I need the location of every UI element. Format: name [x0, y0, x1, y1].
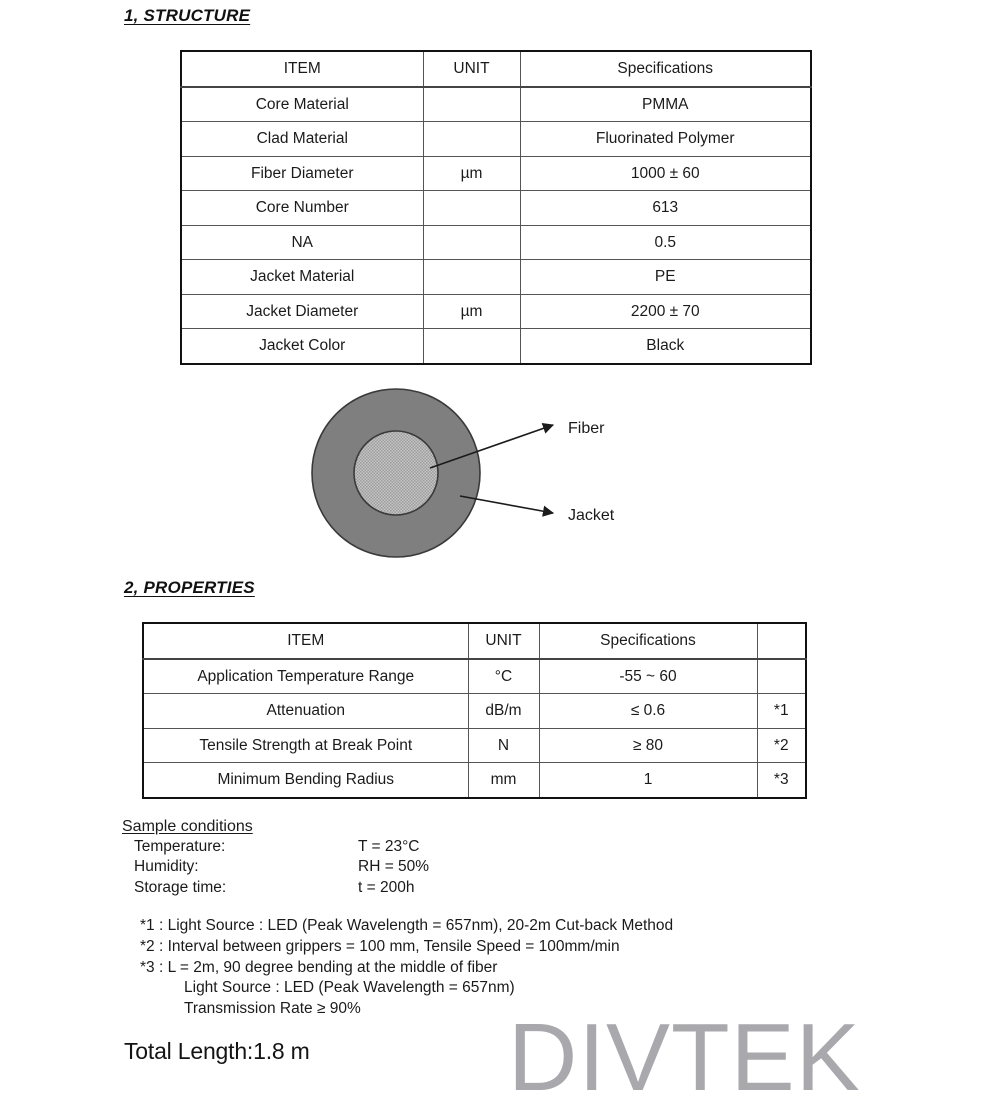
cell-unit	[423, 87, 520, 122]
condition-label: Storage time:	[134, 878, 227, 896]
fiber-core-circle	[354, 431, 438, 515]
fiber-cross-section-diagram	[300, 378, 700, 568]
cell-spec: PE	[520, 260, 811, 295]
cell-unit: µm	[423, 156, 520, 191]
column-header-item: ITEM	[181, 51, 423, 87]
sample-condition-row	[122, 857, 429, 877]
table-row	[143, 659, 806, 694]
cell-unit: dB/m	[468, 694, 539, 729]
cell-item: Core Material	[181, 87, 423, 122]
divtek-watermark: DIVTEK	[508, 1004, 861, 1111]
cell-unit	[423, 225, 520, 260]
column-header-note	[757, 623, 806, 659]
cell-spec: Fluorinated Polymer	[520, 122, 811, 157]
cell-unit	[423, 122, 520, 157]
cell-unit	[423, 329, 520, 364]
cell-item: Application Temperature Range	[143, 659, 468, 694]
section-heading-properties: 2, PROPERTIES	[124, 578, 255, 597]
cell-note: *1	[757, 694, 806, 729]
cell-item: Minimum Bending Radius	[143, 763, 468, 798]
table-header-row	[181, 51, 811, 87]
table-row	[181, 329, 811, 364]
cell-spec: ≥ 80	[539, 728, 757, 763]
footnote-line: *3 : L = 2m, 90 degree bending at the middle of fiber	[140, 958, 498, 976]
cell-unit	[423, 260, 520, 295]
cell-unit: N	[468, 728, 539, 763]
cell-item: Jacket Material	[181, 260, 423, 295]
table-row	[181, 225, 811, 260]
table-row	[181, 87, 811, 122]
column-header-specifications: Specifications	[520, 51, 811, 87]
column-header-unit: UNIT	[423, 51, 520, 87]
condition-label: Humidity:	[134, 858, 199, 876]
properties-specification-table	[142, 622, 807, 799]
total-length-text: Total Length:1.8 m	[124, 1038, 310, 1064]
cell-spec: -55 ~ 60	[539, 659, 757, 694]
footnote-line: *2 : Interval between grippers = 100 mm, Tensile Speed = 100mm/min	[140, 937, 620, 955]
sample-conditions-title: Sample conditions	[122, 818, 253, 835]
cell-item: Attenuation	[143, 694, 468, 729]
table-row	[143, 763, 806, 798]
condition-value: T = 23°C	[358, 838, 420, 855]
cell-item: Jacket Color	[181, 329, 423, 364]
cell-item: Fiber Diameter	[181, 156, 423, 191]
condition-label: Temperature:	[134, 838, 226, 855]
cell-note: *3	[757, 763, 806, 798]
cell-spec: 0.5	[520, 225, 811, 260]
table-row	[143, 728, 806, 763]
cell-spec: 1	[539, 763, 757, 798]
section-heading-structure: 1, STRUCTURE	[124, 6, 251, 25]
cell-unit	[423, 191, 520, 226]
footnote-continuation-line: Transmission Rate ≥ 90%	[184, 1000, 361, 1018]
cell-item: NA	[181, 225, 423, 260]
footnote-continuation-line: Light Source : LED (Peak Wavelength = 657nm)	[184, 979, 515, 997]
cell-item: Jacket Diameter	[181, 294, 423, 329]
column-header-unit: UNIT	[468, 623, 539, 659]
diagram-label-fiber: Fiber	[568, 420, 605, 437]
cell-spec: PMMA	[520, 87, 811, 122]
table-row	[181, 260, 811, 295]
table-row	[181, 294, 811, 329]
table-row	[181, 191, 811, 226]
cell-spec: 613	[520, 191, 811, 226]
cell-unit: °C	[468, 659, 539, 694]
sample-condition-row	[122, 878, 429, 898]
structure-specification-table	[180, 50, 812, 365]
condition-value: t = 200h	[358, 878, 415, 896]
table-row	[181, 156, 811, 191]
column-header-specifications: Specifications	[539, 623, 757, 659]
cell-spec: ≤ 0.6	[539, 694, 757, 729]
cell-spec: 2200 ± 70	[520, 294, 811, 329]
cell-note: *2	[757, 728, 806, 763]
table-header-row	[143, 623, 806, 659]
table-row	[143, 694, 806, 729]
diagram-label-jacket: Jacket	[568, 507, 615, 524]
column-header-item: ITEM	[143, 623, 468, 659]
cell-note	[757, 659, 806, 694]
cell-item: Tensile Strength at Break Point	[143, 728, 468, 763]
sample-conditions-block	[122, 818, 429, 898]
table-row	[181, 122, 811, 157]
footnote-line: *1 : Light Source : LED (Peak Wavelength = 657nm), 20-2m Cut-back Method	[140, 917, 674, 934]
sample-condition-row	[122, 837, 429, 857]
cell-item: Core Number	[181, 191, 423, 226]
cell-spec: 1000 ± 60	[520, 156, 811, 191]
cell-item: Clad Material	[181, 122, 423, 157]
cell-unit: µm	[423, 294, 520, 329]
cell-spec: Black	[520, 329, 811, 364]
cell-unit: mm	[468, 763, 539, 798]
condition-value: RH = 50%	[358, 858, 430, 876]
